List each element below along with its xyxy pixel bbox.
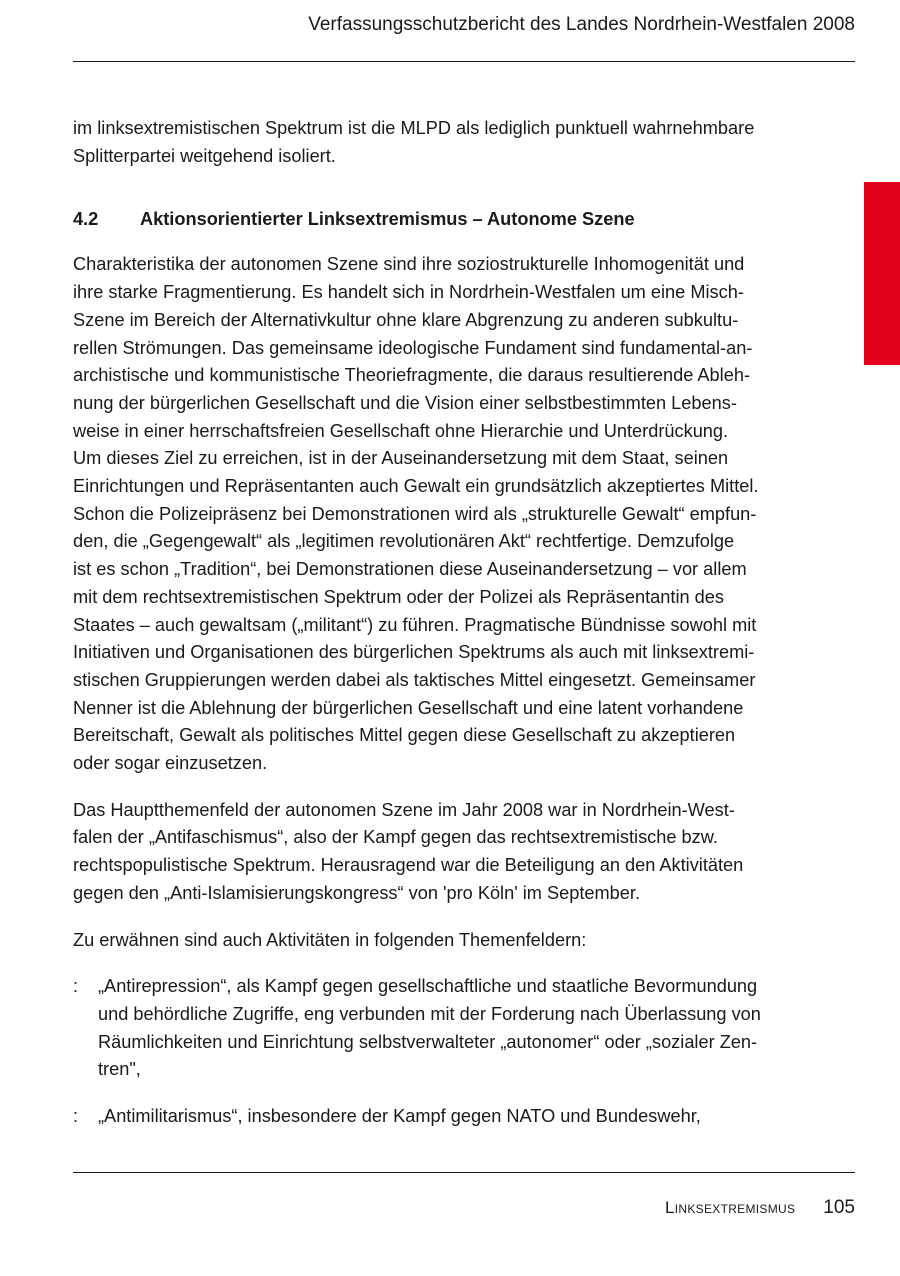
text-line: Splitterpartei weitgehend isoliert. [73, 145, 336, 166]
section-number: 4.2 [73, 209, 99, 230]
intro-paragraph [73, 115, 813, 170]
topic-list [73, 973, 813, 1131]
text-line: ihre starke Fragmentierung. Es handelt sich in Nordrhein-Westfalen um eine Misch- [73, 282, 744, 303]
body-paragraph [73, 927, 813, 955]
text-line: Initiativen und Organisationen des bürgerlichen Spektrums als auch mit linksextremi- [73, 642, 755, 663]
running-header: Verfassungsschutzbericht des Landes Nordrhein-Westfalen 2008 [308, 14, 855, 35]
text-line: gegen den „Anti-Islamisierungskongress“ von 'pro Köln' im September. [73, 882, 640, 903]
text-line: falen der „Antifaschismus“, also der Kampf gegen das rechtsextremistische bzw. [73, 827, 718, 848]
text-line: rechtspopulistische Spektrum. Herausragend war die Beteiligung an den Aktivitäten [73, 855, 744, 876]
text-line: Staates – auch gewaltsam („militant“) zu führen. Pragmatische Bündnisse sowohl mit [73, 614, 757, 635]
text-line: Schon die Polizeipräsenz bei Demonstrationen wird als „strukturelle Gewalt“ empfun- [73, 503, 757, 524]
text-line: Einrichtungen und Repräsentanten auch Gewalt ein grundsätzlich akzeptiertes Mittel. [73, 476, 759, 497]
section-title: Aktionsorientierter Linksextremismus – Autonome Szene [140, 209, 635, 230]
text-line: „Antirepression“, als Kampf gegen gesellschaftliche und staatliche Bevormundung [98, 976, 758, 997]
text-line: ist es schon „Tradition“, bei Demonstrationen diese Auseinandersetzung – vor allem [73, 559, 747, 580]
text-line: Charakteristika der autonomen Szene sind ihre soziostrukturelle Inhomogenität und [73, 254, 745, 275]
section-heading [73, 205, 813, 233]
text-line: weise in einer herrschaftsfreien Gesellschaft ohne Hierarchie und Unterdrückung. [73, 420, 729, 441]
header-rule [73, 61, 855, 62]
text-line: Bereitschaft, Gewalt als politisches Mittel gegen diese Gesellschaft zu akzeptieren [73, 725, 736, 746]
footer-section-name: Linksextremismus [665, 1198, 796, 1217]
page-body [73, 115, 813, 1150]
body-paragraph [73, 251, 813, 777]
text-line: Zu erwähnen sind auch Aktivitäten in folgenden Themenfeldern: [73, 929, 587, 950]
text-line: mit dem rechtsextremistischen Spektrum oder der Polizei als Repräsentantin des [73, 586, 724, 607]
text-line: rellen Strömungen. Das gemeinsame ideologische Fundament sind fundamental-an- [73, 337, 753, 358]
text-line: Nenner ist die Ablehnung der bürgerlichen Gesellschaft und eine latent vorhandene [73, 697, 744, 718]
text-line: im linksextremistischen Spektrum ist die MLPD als lediglich punktuell wahrnehmbare [73, 118, 755, 138]
page-footer [665, 1197, 855, 1219]
list-item-text [98, 973, 813, 1084]
text-line: archistische und kommunistische Theoriefragmente, die daraus resultierende Ableh- [73, 365, 751, 386]
text-line: oder sogar einzusetzen. [73, 753, 268, 774]
text-line: stischen Gruppierungen werden dabei als taktisches Mittel eingesetzt. Gemeinsamer [73, 669, 756, 690]
text-line: Szene im Bereich der Alternativkultur ohne klare Abgrenzung zu anderen subkultu- [73, 309, 739, 330]
text-line: Räumlichkeiten und Einrichtung selbstverwalteter „autonomer“ oder „sozialer Zen- [98, 1031, 758, 1052]
list-marker: : [73, 976, 79, 997]
list-item [73, 973, 813, 1084]
list-item-text [98, 1103, 813, 1131]
chapter-marker-tab [864, 182, 900, 365]
text-line: den, die „Gegengewalt“ als „legitimen revolutionären Akt“ rechtfertige. Demzufolge [73, 531, 735, 552]
text-line: nung der bürgerlichen Gesellschaft und die Vision einer selbstbestimmten Lebens- [73, 392, 737, 413]
body-paragraph [73, 797, 813, 908]
list-marker: : [73, 1106, 79, 1127]
page-number: 105 [823, 1197, 855, 1218]
text-line: „Antimilitarismus“, insbesondere der Kampf gegen NATO und Bundeswehr, [98, 1106, 701, 1127]
list-item [73, 1103, 813, 1131]
text-line: tren", [98, 1059, 141, 1080]
footer-rule [73, 1172, 855, 1173]
text-line: Um dieses Ziel zu erreichen, ist in der Auseinandersetzung mit dem Staat, seinen [73, 448, 729, 469]
text-line: Das Hauptthemenfeld der autonomen Szene im Jahr 2008 war in Nordrhein-West- [73, 799, 735, 820]
text-line: und behördliche Zugriffe, eng verbunden mit der Forderung nach Überlassung von [98, 1003, 761, 1024]
